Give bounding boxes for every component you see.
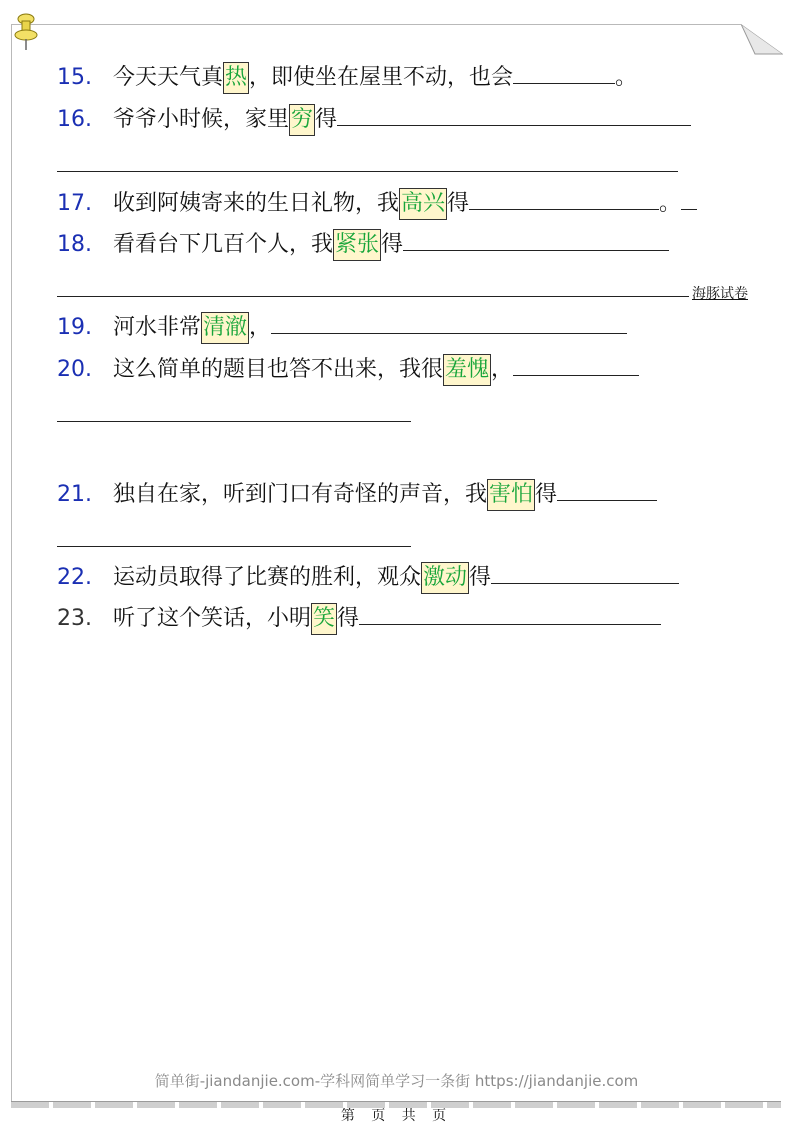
question-16 <box>57 104 691 134</box>
question-text: 看看台下几百个人，我 <box>113 232 334 257</box>
question-end: 。 <box>659 191 682 216</box>
question-text: 得 <box>469 565 492 590</box>
answer-blank[interactable] <box>337 105 691 126</box>
footer-page-label: 第 页 共 页 <box>340 1108 453 1124</box>
answer-blank[interactable] <box>513 355 639 376</box>
question-text: 运动员取得了比赛的胜利，观众 <box>113 565 422 590</box>
question-text: 河水非常 <box>113 315 202 340</box>
highlighted-word: 害怕 <box>487 479 535 511</box>
highlighted-word: 紧张 <box>333 229 381 261</box>
highlighted-word: 激动 <box>421 562 469 594</box>
highlighted-word: 笑 <box>311 603 337 635</box>
answer-line[interactable] <box>57 546 411 547</box>
answer-line[interactable] <box>57 296 689 297</box>
question-number: 17. <box>57 191 92 216</box>
question-text: 得 <box>381 232 404 257</box>
question-text: 收到阿姨寄来的生日礼物，我 <box>113 191 400 216</box>
highlighted-word: 热 <box>223 62 249 94</box>
page-curl-icon <box>741 24 783 58</box>
question-text: ，即使坐在屋里不动，也会 <box>249 65 514 90</box>
answer-blank[interactable] <box>681 189 697 210</box>
question-23 <box>57 603 661 633</box>
answer-line[interactable] <box>57 171 678 172</box>
question-number: 19. <box>57 315 92 340</box>
footer-site-text: 简单街-jiandanjie.com-学科网简单学习一条街 https://jiandanjie.com <box>154 1072 639 1090</box>
question-20 <box>57 354 639 384</box>
question-text: ， <box>491 357 514 382</box>
question-number: 23. <box>57 606 92 631</box>
answer-blank[interactable] <box>557 480 657 501</box>
question-17 <box>57 188 697 218</box>
answer-blank[interactable] <box>513 63 615 84</box>
question-number: 15. <box>57 65 92 90</box>
answer-blank[interactable] <box>359 604 661 625</box>
question-text: 听了这个笑话，小明 <box>113 606 312 631</box>
question-15 <box>57 62 637 92</box>
question-number: 18. <box>57 232 92 257</box>
question-18 <box>57 229 669 259</box>
answer-line[interactable] <box>57 421 411 422</box>
question-end: 。 <box>615 65 638 90</box>
highlighted-word: 高兴 <box>399 188 447 220</box>
pushpin-icon <box>13 12 39 52</box>
question-number: 21. <box>57 482 92 507</box>
highlighted-word: 清澈 <box>201 312 249 344</box>
question-text: ， <box>249 315 272 340</box>
question-21 <box>57 479 657 509</box>
question-text: 得 <box>447 191 470 216</box>
question-text: 独自在家，听到门口有奇怪的声音，我 <box>113 482 488 507</box>
question-text: 得 <box>535 482 558 507</box>
highlighted-word: 穷 <box>289 104 315 136</box>
answer-blank[interactable] <box>271 313 627 334</box>
highlighted-word: 羞愧 <box>443 354 491 386</box>
question-number: 22. <box>57 565 92 590</box>
question-number: 20. <box>57 357 92 382</box>
answer-blank[interactable] <box>469 189 659 210</box>
question-text: 得 <box>337 606 360 631</box>
answer-blank[interactable] <box>403 230 669 251</box>
answer-blank[interactable] <box>491 563 679 584</box>
question-number: 16. <box>57 107 92 132</box>
question-text: 今天天气真 <box>113 65 224 90</box>
question-text: 这么简单的题目也答不出来，我很 <box>113 357 444 382</box>
question-19 <box>57 312 627 342</box>
question-text: 得 <box>315 107 338 132</box>
question-text: 爷爷小时候，家里 <box>113 107 290 132</box>
question-22 <box>57 562 679 592</box>
watermark-label: 海豚试卷 <box>692 286 748 302</box>
